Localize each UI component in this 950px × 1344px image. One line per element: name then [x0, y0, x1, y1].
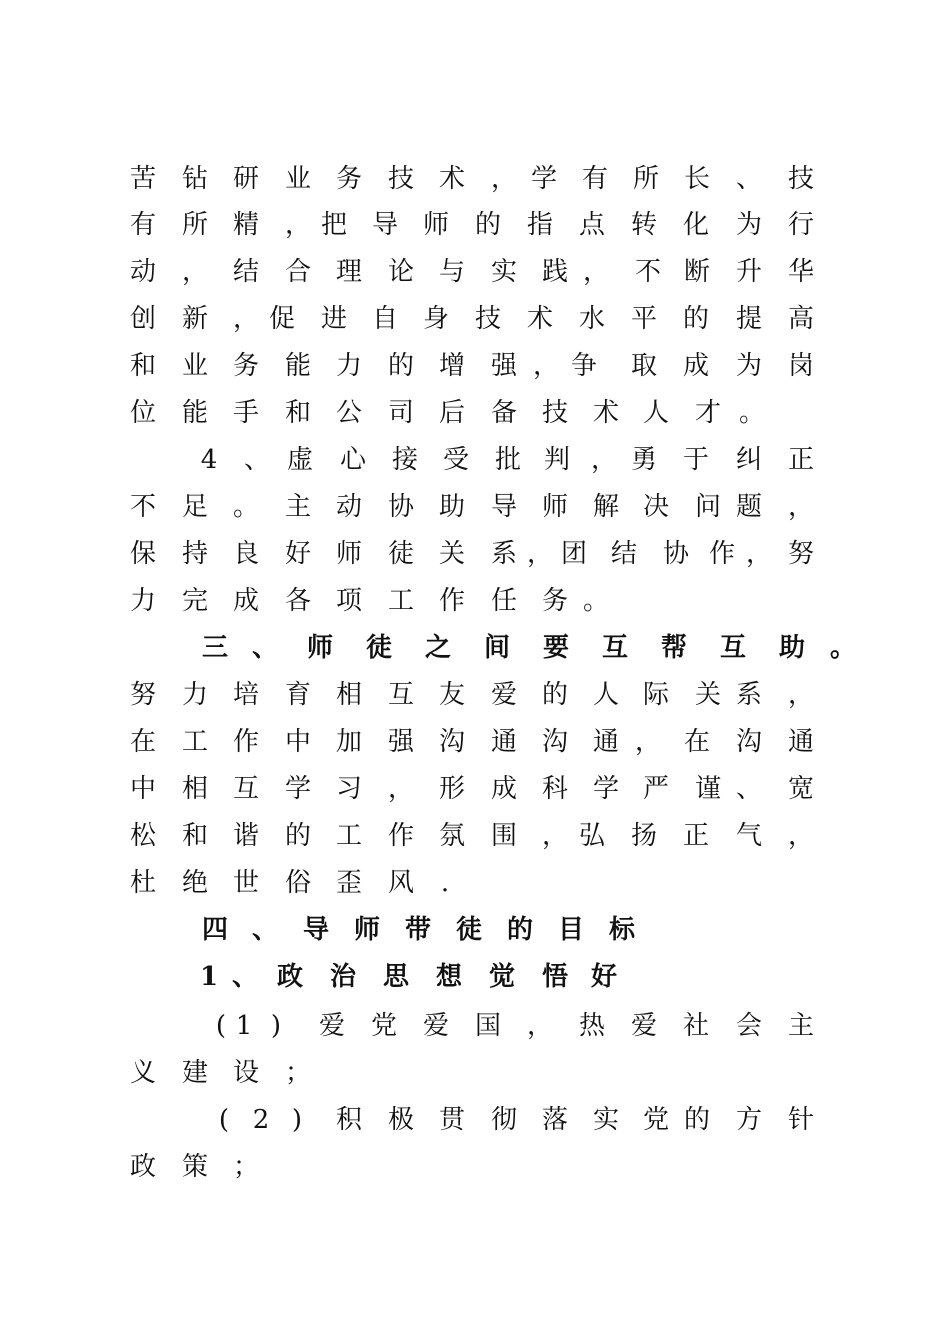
glyph: 能 [284, 351, 311, 381]
glyph: 术 [438, 164, 465, 194]
text-line [0, 863, 950, 903]
glyph: 四 [201, 915, 228, 945]
glyph: 促 [268, 304, 295, 334]
glyph: 升 [735, 257, 762, 287]
glyph: 主 [284, 492, 311, 522]
glyph: 足 [181, 492, 208, 522]
glyph: ) [270, 1011, 282, 1041]
glyph: 虚 [286, 445, 313, 475]
text-line [0, 1100, 950, 1140]
glyph: 接 [391, 445, 418, 475]
glyph: 、 [251, 633, 278, 663]
glyph: 松 [129, 821, 156, 851]
glyph: 互 [719, 633, 746, 663]
glyph: 针 [787, 1105, 814, 1135]
text-line [0, 816, 950, 856]
glyph: 围 [490, 821, 517, 851]
glyph: 于 [682, 445, 709, 475]
glyph: 友 [438, 680, 465, 710]
glyph: 题 [735, 492, 762, 522]
glyph: 精 [232, 210, 259, 240]
glyph: 建 [181, 1058, 208, 1088]
glyph: ， [490, 164, 517, 194]
glyph: 际 [642, 680, 669, 710]
glyph: 正 [682, 821, 709, 851]
glyph: 才 [694, 398, 721, 428]
glyph: 通 [592, 727, 619, 757]
glyph: 加 [335, 727, 362, 757]
glyph: 华 [787, 257, 814, 287]
glyph: 长 [683, 164, 710, 194]
glyph: 术 [526, 304, 553, 334]
glyph: 保 [129, 539, 156, 569]
glyph: 司 [387, 398, 414, 428]
glyph: 俗 [284, 868, 311, 898]
glyph: 力 [335, 351, 362, 381]
glyph: 政 [129, 1152, 156, 1182]
glyph: ， [526, 1011, 553, 1041]
glyph: 积 [335, 1105, 362, 1135]
glyph: ， [590, 445, 617, 475]
glyph: 导 [490, 492, 517, 522]
glyph: 务 [541, 586, 568, 616]
glyph: 觉 [488, 962, 515, 992]
glyph: 在 [683, 727, 710, 757]
glyph: 间 [483, 633, 510, 663]
glyph: 解 [592, 492, 619, 522]
glyph: ； [284, 1058, 311, 1088]
glyph: 勇 [630, 445, 657, 475]
glyph: 力 [181, 680, 208, 710]
glyph: 技 [787, 164, 814, 194]
glyph: 努 [129, 680, 156, 710]
glyph: 践 [541, 257, 568, 287]
glyph: 行 [787, 210, 814, 240]
glyph: 的 [284, 821, 311, 851]
glyph: 党 [642, 1105, 669, 1135]
glyph: 持 [181, 539, 208, 569]
glyph: 完 [181, 586, 208, 616]
glyph: 各 [284, 586, 311, 616]
glyph: 的 [682, 304, 709, 334]
subsection-heading [0, 957, 950, 997]
glyph: 相 [181, 774, 208, 804]
glyph: 绝 [181, 868, 208, 898]
glyph: 工 [335, 821, 362, 851]
glyph: 能 [181, 398, 208, 428]
glyph: 极 [387, 1105, 414, 1135]
text-line [0, 393, 950, 433]
glyph: 扬 [630, 821, 657, 851]
glyph: 设 [232, 1058, 259, 1088]
glyph: 钻 [181, 164, 208, 194]
glyph: 。 [829, 633, 856, 663]
glyph: ， [532, 351, 559, 381]
glyph: 1 [199, 962, 219, 992]
glyph: 研 [232, 164, 259, 194]
glyph: 人 [642, 398, 669, 428]
glyph: 严 [642, 774, 669, 804]
glyph: 业 [284, 164, 311, 194]
glyph: 互 [232, 774, 259, 804]
glyph: 学 [530, 164, 557, 194]
glyph: 世 [232, 868, 259, 898]
glyph: 务 [232, 351, 259, 381]
glyph: 好 [284, 539, 311, 569]
text-line [0, 205, 950, 245]
glyph: 好 [590, 962, 617, 992]
glyph: ， [284, 210, 311, 240]
glyph: 与 [438, 257, 465, 287]
text-line [0, 1053, 950, 1093]
glyph: 作 [232, 727, 259, 757]
glyph: 有 [581, 164, 608, 194]
glyph: 力 [129, 586, 156, 616]
glyph: 杜 [129, 868, 156, 898]
glyph: 技 [474, 304, 501, 334]
glyph: 师 [541, 492, 568, 522]
glyph: 方 [735, 1105, 762, 1135]
glyph: 实 [490, 257, 517, 287]
glyph: ， [634, 727, 661, 757]
glyph: 转 [630, 210, 657, 240]
glyph: 后 [438, 398, 465, 428]
glyph: ( [218, 1105, 230, 1135]
text-line [0, 299, 950, 339]
glyph: . [440, 868, 450, 898]
glyph: 学 [592, 774, 619, 804]
glyph: 理 [335, 257, 362, 287]
glyph: 和 [284, 398, 311, 428]
glyph: 成 [490, 774, 517, 804]
glyph: 有 [129, 210, 156, 240]
text-line [0, 1147, 950, 1187]
glyph: 论 [387, 257, 414, 287]
glyph: 培 [232, 680, 259, 710]
glyph: 沟 [438, 727, 465, 757]
glyph: 弘 [578, 821, 605, 851]
glyph: 受 [442, 445, 469, 475]
glyph: 决 [642, 492, 669, 522]
glyph: 育 [284, 680, 311, 710]
glyph: 系 [735, 680, 762, 710]
glyph: 师 [306, 633, 333, 663]
glyph: 想 [435, 962, 462, 992]
glyph: 沟 [735, 727, 762, 757]
glyph: 化 [682, 210, 709, 240]
glyph: 为 [735, 351, 762, 381]
glyph: 点 [578, 210, 605, 240]
glyph: 、 [735, 164, 762, 194]
text-line [0, 252, 950, 292]
glyph: 在 [129, 727, 156, 757]
glyph: 党 [370, 1011, 397, 1041]
glyph: 带 [404, 915, 431, 945]
glyph: 作 [387, 821, 414, 851]
glyph: 策 [181, 1152, 208, 1182]
glyph: 心 [339, 445, 366, 475]
glyph: 为 [735, 210, 762, 240]
glyph: 批 [494, 445, 521, 475]
glyph: 结 [232, 257, 259, 287]
glyph: 断 [683, 257, 710, 287]
glyph: 1 [235, 1011, 253, 1041]
glyph: ， [582, 257, 609, 287]
glyph: 自 [371, 304, 398, 334]
glyph: 判 [543, 445, 570, 475]
text-line [0, 581, 950, 621]
glyph: ， [787, 680, 814, 710]
glyph: 不 [634, 257, 661, 287]
glyph: 进 [320, 304, 347, 334]
glyph: 标 [608, 915, 635, 945]
glyph: 成 [682, 351, 709, 381]
glyph: 、 [251, 915, 278, 945]
glyph: 歪 [335, 868, 362, 898]
glyph: 苦 [129, 164, 156, 194]
glyph: 。 [738, 398, 765, 428]
glyph: ， [181, 257, 208, 287]
glyph: ， [787, 821, 814, 851]
glyph: 政 [276, 962, 303, 992]
glyph: 的 [541, 680, 568, 710]
glyph: 目 [557, 915, 584, 945]
glyph: 氛 [438, 821, 465, 851]
glyph: 助 [778, 633, 805, 663]
glyph: 学 [284, 774, 311, 804]
glyph: 任 [490, 586, 517, 616]
glyph: 主 [787, 1011, 814, 1041]
glyph: 、 [243, 445, 270, 475]
glyph: 、 [735, 774, 762, 804]
glyph: 关 [438, 539, 465, 569]
glyph: 纠 [735, 445, 762, 475]
glyph: 爱 [422, 1011, 449, 1041]
glyph: 三 [201, 633, 228, 663]
glyph: 所 [181, 210, 208, 240]
glyph: 徒 [387, 539, 414, 569]
glyph: 人 [592, 680, 619, 710]
glyph: 关 [694, 680, 721, 710]
glyph: 的 [506, 915, 533, 945]
glyph: 悟 [541, 962, 568, 992]
glyph: 所 [632, 164, 659, 194]
glyph: 中 [284, 727, 311, 757]
text-line [0, 159, 950, 199]
glyph: 结 [610, 539, 637, 569]
section-heading [0, 628, 950, 668]
glyph: 的 [387, 351, 414, 381]
glyph: 气 [735, 821, 762, 851]
glyph: 通 [490, 727, 517, 757]
glyph: 务 [335, 164, 362, 194]
glyph: 强 [490, 351, 517, 381]
glyph: 业 [181, 351, 208, 381]
glyph: 互 [601, 633, 628, 663]
glyph: 师 [353, 915, 380, 945]
glyph: 落 [541, 1105, 568, 1135]
glyph: 指 [526, 210, 553, 240]
glyph: 成 [232, 586, 259, 616]
glyph: 和 [129, 351, 156, 381]
glyph: 义 [129, 1058, 156, 1088]
glyph: 不 [129, 492, 156, 522]
glyph: 中 [129, 774, 156, 804]
glyph: 。 [232, 492, 259, 522]
glyph: ， [745, 539, 772, 569]
glyph: 沟 [541, 727, 568, 757]
glyph: 爱 [630, 1011, 657, 1041]
glyph: 技 [541, 398, 568, 428]
glyph: 系 [490, 539, 517, 569]
glyph: 之 [424, 633, 451, 663]
glyph: 争 [570, 351, 597, 381]
glyph: 互 [387, 680, 414, 710]
glyph: 正 [787, 445, 814, 475]
glyph: 协 [662, 539, 689, 569]
glyph: 作 [708, 539, 735, 569]
glyph: 宽 [787, 774, 814, 804]
glyph: ， [541, 821, 568, 851]
glyph: 位 [129, 398, 156, 428]
glyph: 、 [231, 962, 258, 992]
glyph: 相 [335, 680, 362, 710]
glyph: 把 [320, 210, 347, 240]
glyph: 国 [474, 1011, 501, 1041]
glyph: 公 [335, 398, 362, 428]
glyph: ( [215, 1011, 227, 1041]
text-line [0, 722, 950, 762]
glyph: 4 [200, 445, 218, 475]
glyph: 动 [129, 257, 156, 287]
glyph: 动 [335, 492, 362, 522]
glyph: ， [232, 304, 259, 334]
glyph: 导 [302, 915, 329, 945]
glyph: 要 [542, 633, 569, 663]
glyph: ， [787, 492, 814, 522]
glyph: 良 [232, 539, 259, 569]
glyph: 手 [232, 398, 259, 428]
glyph: 形 [438, 774, 465, 804]
glyph: 思 [382, 962, 409, 992]
glyph: 提 [735, 304, 762, 334]
glyph: 取 [630, 351, 657, 381]
glyph: 身 [422, 304, 449, 334]
glyph: 2 [252, 1105, 270, 1135]
glyph: 合 [284, 257, 311, 287]
glyph: 徒 [365, 633, 392, 663]
glyph: 水 [578, 304, 605, 334]
glyph: 创 [129, 304, 156, 334]
glyph: 爱 [318, 1011, 345, 1041]
glyph: 谐 [232, 821, 259, 851]
glyph: 风 [387, 868, 414, 898]
glyph: 备 [490, 398, 517, 428]
glyph: 高 [787, 304, 814, 334]
glyph: 爱 [490, 680, 517, 710]
glyph: 实 [592, 1105, 619, 1135]
glyph: 岗 [787, 351, 814, 381]
glyph: 贯 [438, 1105, 465, 1135]
glyph: ； [232, 1152, 259, 1182]
glyph: 作 [438, 586, 465, 616]
glyph: 助 [438, 492, 465, 522]
glyph: 的 [474, 210, 501, 240]
text-line [0, 769, 950, 809]
glyph: 工 [387, 586, 414, 616]
glyph: 谨 [694, 774, 721, 804]
glyph: 社 [682, 1011, 709, 1041]
glyph: ， [526, 539, 553, 569]
glyph: 彻 [490, 1105, 517, 1135]
glyph: ) [291, 1105, 303, 1135]
glyph: 平 [630, 304, 657, 334]
text-line [0, 675, 950, 715]
text-line [0, 1006, 950, 1046]
glyph: 新 [181, 304, 208, 334]
glyph: ， [387, 774, 414, 804]
glyph: 师 [335, 539, 362, 569]
glyph: 工 [181, 727, 208, 757]
glyph: 习 [335, 774, 362, 804]
section-heading [0, 910, 950, 950]
text-line [0, 346, 950, 386]
glyph: 热 [578, 1011, 605, 1041]
glyph: 问 [694, 492, 721, 522]
glyph: 通 [787, 727, 814, 757]
glyph: 帮 [660, 633, 687, 663]
text-line [0, 487, 950, 527]
glyph: 术 [592, 398, 619, 428]
glyph: 科 [541, 774, 568, 804]
glyph: 会 [735, 1011, 762, 1041]
glyph: 的 [683, 1105, 710, 1135]
glyph: 治 [329, 962, 356, 992]
glyph: 师 [422, 210, 449, 240]
glyph: 增 [438, 351, 465, 381]
glyph: 导 [371, 210, 398, 240]
glyph: 强 [387, 727, 414, 757]
glyph: 团 [560, 539, 587, 569]
text-line [0, 534, 950, 574]
glyph: 项 [335, 586, 362, 616]
glyph: 。 [582, 586, 609, 616]
glyph: 徒 [455, 915, 482, 945]
glyph: 技 [387, 164, 414, 194]
glyph: 和 [181, 821, 208, 851]
glyph: 协 [387, 492, 414, 522]
text-line [0, 440, 950, 480]
glyph: 努 [787, 539, 814, 569]
